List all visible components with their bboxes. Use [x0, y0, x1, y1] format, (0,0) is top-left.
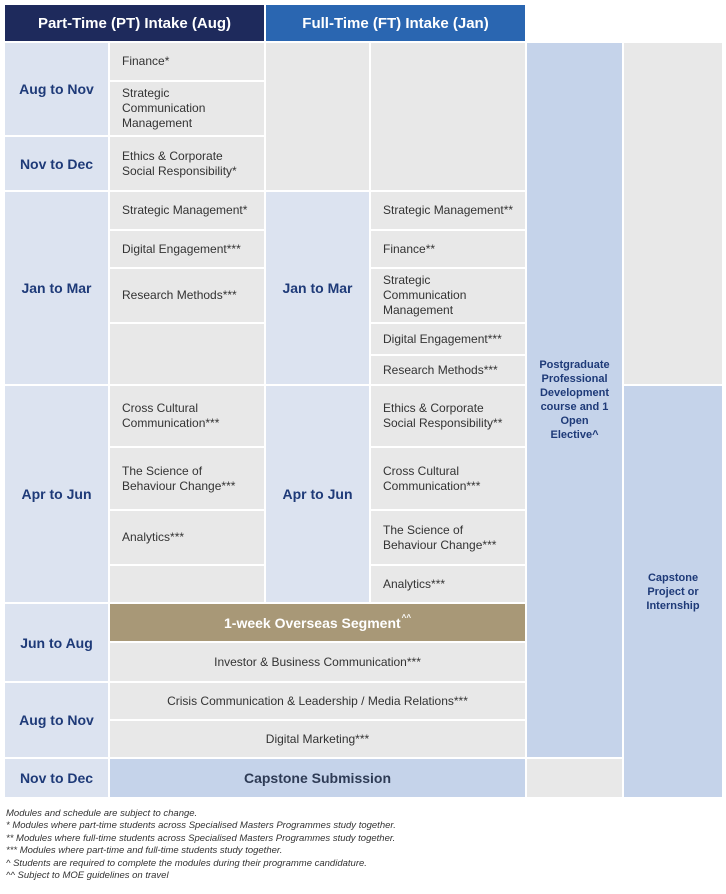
ft-period-empty: [266, 43, 369, 190]
overseas-segment-banner: [110, 604, 525, 641]
ft-module-empty: [371, 43, 525, 190]
pt-period-jan-mar: Jan to Mar: [5, 192, 108, 384]
pt-module: Strategic Communication Management: [110, 82, 264, 135]
capstone-upper-empty: [624, 43, 722, 384]
pt-module: Strategic Management*: [110, 192, 264, 229]
footnote: *** Modules where part-time and full-time students study together.: [6, 845, 283, 857]
ft-module: Cross Cultural Communication***: [371, 448, 525, 509]
ft-intake-header: Full-Time (FT) Intake (Jan): [266, 5, 525, 41]
pt-module-empty: [110, 324, 264, 384]
pt-period-apr-jun: Apr to Jun: [5, 386, 108, 602]
pt-period-aug-nov: Aug to Nov: [5, 43, 108, 135]
pt-module: Finance*: [110, 43, 264, 80]
footnote: Modules and schedule are subject to change.: [6, 808, 198, 819]
pt-module: Digital Engagement***: [110, 231, 264, 267]
ft-module: Research Methods***: [371, 356, 525, 384]
pt-period-nov-dec-2: Nov to Dec: [5, 759, 108, 797]
pt-period-jun-aug: Jun to Aug: [5, 604, 108, 681]
pt-period-aug-nov-2: Aug to Nov: [5, 683, 108, 757]
pt-module: Ethics & Corporate Social Responsibility*: [110, 137, 264, 190]
pt-module: Cross Cultural Communication***: [110, 386, 264, 446]
pt-module: The Science of Behaviour Change***: [110, 448, 264, 509]
ft-module: Strategic Management**: [371, 192, 525, 229]
capstone-project-block: Capstone Project or Internship: [624, 386, 722, 797]
ft-module: Analytics***: [371, 566, 525, 602]
ft-period-jan-mar: Jan to Mar: [266, 192, 369, 384]
ft-module: Finance**: [371, 231, 525, 267]
footnote: * Modules where part-time students across Specialised Masters Programmes study together.: [6, 820, 396, 832]
ft-period-apr-jun: Apr to Jun: [266, 386, 369, 602]
capstone-submission: Capstone Submission: [110, 759, 525, 797]
footnotes: [6, 808, 716, 882]
ft-module: Ethics & Corporate Social Responsibility**: [371, 386, 525, 446]
footnote: ** Modules where full-time students across Specialised Masters Programmes study together.: [6, 832, 396, 844]
footnote: ^^ Subject to MOE guidelines on travel: [6, 870, 169, 882]
pt-period-nov-dec: Nov to Dec: [5, 137, 108, 190]
pt-module-empty: [110, 566, 264, 602]
ft-module: Strategic Communication Management: [371, 269, 525, 322]
shared-module-investor: Investor & Business Communication***: [110, 643, 525, 681]
overseas-segment-mark: ^^: [401, 613, 411, 622]
pt-module: Research Methods***: [110, 269, 264, 322]
shared-module-digital-marketing: Digital Marketing***: [110, 721, 525, 757]
footnote: ^ Students are required to complete the modules during their programme candidature.: [6, 857, 367, 869]
overseas-segment-label: 1-week Overseas Segment: [224, 614, 401, 631]
shared-module-crisis: Crisis Communication & Leadership / Media Relations***: [110, 683, 525, 719]
pt-module: Analytics***: [110, 511, 264, 564]
ft-module: Digital Engagement***: [371, 324, 525, 354]
pt-intake-header: Part-Time (PT) Intake (Aug): [5, 5, 264, 41]
ft-module: The Science of Behaviour Change***: [371, 511, 525, 564]
postgrad-elective-block: Postgraduate Professional Development course and 1 Open Elective^: [527, 43, 622, 757]
side-empty: [527, 759, 622, 797]
